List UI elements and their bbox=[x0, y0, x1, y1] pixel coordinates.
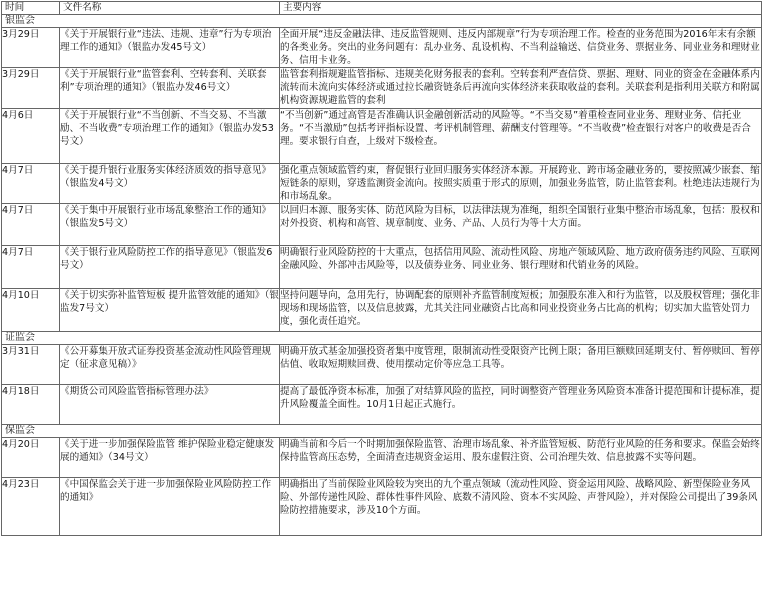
table-row bbox=[2, 438, 762, 478]
row-date: 4月6日 bbox=[2, 109, 60, 164]
table-row bbox=[2, 28, 762, 68]
section-label: 保监会 bbox=[2, 425, 762, 438]
row-title: 《中国保监会关于进一步加强保险业风险防控工作的通知》 bbox=[60, 478, 280, 536]
row-date: 4月20日 bbox=[2, 438, 60, 478]
row-content: 监管套利指规避监管指标、违规美化财务报表的套利。空转套利严查信贷、票据、理财、同业的资金在金融体系内流转而未流向实体经济或通过拉长融资链条后再流向实体经济来获取收益的套利。关联套利是指利用关联方和附属机构资源规避监管的套利 bbox=[280, 68, 762, 109]
table-row bbox=[2, 109, 762, 164]
row-title: 《期货公司风险监管指标管理办法》 bbox=[60, 385, 280, 425]
row-content: 强化重点领域监管约束，督促银行业回归服务实体经济本源。开展跨业、跨市场金融业务的，要按照减少嵌套、缩短链条的原则，穿透监测资金流向。按照实质重于形式的原则，加强业务监管，防止监管套利。杜绝违法违规行为和市场乱象。 bbox=[280, 165, 760, 202]
header-title: 文件名称 bbox=[60, 2, 280, 15]
row-content: 以回归本源、服务实体、防范风险为目标，以法律法规为准绳，组织全国银行业集中整治市场乱象，包括：股权和对外投资、机构和高管、规章制度、业务、产品、人员行为等十大方面。 bbox=[280, 204, 762, 246]
header-content: 主要内容 bbox=[280, 2, 762, 15]
table-row bbox=[2, 68, 762, 109]
section-row-circ bbox=[2, 425, 762, 438]
row-title: 《公开募集开放式证券投资基金流动性风险管理规定（征求意见稿）》 bbox=[60, 345, 280, 385]
row-content: 明确开放式基金加强投资者集中度管理，限制流动性受限资产比例上限；备用巨额赎回延期支付、暂停赎回、暂停估值、收取短期赎回费、使用摆动定价等应急工具等。 bbox=[280, 345, 762, 385]
row-date: 3月31日 bbox=[2, 345, 60, 385]
row-content: “不当创新”通过高管是否准确认识金融创新活动的风险等。“不当交易”着重检查同业业务、理财业务、信托业务。“不当激励”包括考评指标设置、考评机制管理、薪酬支付管理等。“不当收费”检查银行对客户的收费是否合理。要求银行自查，上级对下级检查。 bbox=[280, 109, 762, 164]
row-content: 明确当前和今后一个时期加强保险监管、治理市场乱象、补齐监管短板、防范行业风险的任务和要求。保监会始终保持监管高压态势，全面清查违规资金运用、股东虚假注资、公司治理失效、信息披露不实等问题。 bbox=[280, 438, 762, 478]
table-row bbox=[2, 478, 762, 536]
header-date: 时间 bbox=[2, 2, 60, 15]
row-title: 《关于切实弥补监管短板 提升监管效能的通知》（银监发7号文） bbox=[60, 289, 280, 332]
row-content: 全面开展“违反金融法律、违反监管规则、违反内部规章”行为专项治理工作。检查的业务范围为2016年末有余额的各类业务。突出的业务问题有：乱办业务、乱设机构、不当利益输送、信贷业务、票据业务、同业业务和理财业务、信用卡业务。 bbox=[280, 29, 760, 66]
row-date: 4月7日 bbox=[2, 164, 60, 204]
section-row-cbrc bbox=[2, 15, 762, 28]
row-title: 《关于进一步加强保险监管 维护保险业稳定健康发展的通知》（34号文） bbox=[60, 438, 280, 478]
row-date: 4月18日 bbox=[2, 385, 60, 425]
section-label: 银监会 bbox=[2, 15, 762, 28]
row-date: 4月7日 bbox=[2, 204, 60, 246]
row-title: 《关于提升银行业服务实体经济质效的指导意见》（银监发4号文） bbox=[60, 164, 280, 204]
row-date: 3月29日 bbox=[2, 28, 60, 68]
row-title: 《关于开展银行业“违法、违规、违章”行为专项治理工作的通知》（银监办发45号文） bbox=[60, 28, 280, 68]
row-date: 4月23日 bbox=[2, 478, 60, 536]
row-content: 坚持问题导向，急用先行，协调配套的原则补齐监管制度短板；加强股东准入和行为监管，以及股权管理；强化非现场和现场监管，以及信息披露，尤其关注同业融资占比高和同业投资业务占比高的机构；切实加大监管处罚力度，强化责任追究。 bbox=[280, 289, 762, 332]
section-row-csrc bbox=[2, 332, 762, 345]
table-row bbox=[2, 345, 762, 385]
row-title: 《关于集中开展银行业市场乱象整治工作的通知》（银监发5号文） bbox=[60, 204, 280, 246]
row-date: 4月10日 bbox=[2, 289, 60, 332]
row-content: 明确指出了当前保险业风险较为突出的九个重点领域（流动性风险、资金运用风险、战略风险、新型保险业务风险、外部传递性风险、群体性事件风险、底数不清风险、资本不实风险、声誉风险），并对保险公司提出了39条风险防控措施要求，涉及10个方面。 bbox=[280, 478, 762, 536]
table-row bbox=[2, 289, 762, 332]
row-title: 《关于开展银行业“不当创新、不当交易、不当激励、不当收费”专项治理工作的通知》（银监办发53号文） bbox=[60, 109, 280, 164]
section-label: 证监会 bbox=[2, 332, 762, 345]
row-title: 《关于银行业风险防控工作的指导意见》（银监发6号文） bbox=[60, 246, 280, 289]
table-row bbox=[2, 164, 762, 204]
regulation-table bbox=[1, 1, 762, 536]
table-row bbox=[2, 385, 762, 425]
row-date: 4月7日 bbox=[2, 246, 60, 289]
table-row bbox=[2, 246, 762, 289]
table-header-row bbox=[2, 2, 762, 15]
row-date: 3月29日 bbox=[2, 68, 60, 109]
row-title: 《关于开展银行业“监管套利、空转套利、关联套利”专项治理的通知》（银监办发46号文） bbox=[60, 68, 280, 109]
table-row bbox=[2, 204, 762, 246]
row-content: 明确银行业风险防控的十大重点，包括信用风险、流动性风险、房地产领域风险、地方政府债务违约风险、互联网金融风险、外部冲击风险等，以及债券业务、同业业务、银行理财和代销业务的风险。 bbox=[280, 246, 762, 289]
row-content: 提高了最低净资本标准，加强了对结算风险的监控，同时调整资产管理业务风险资本准备计提范围和计提标准，提升风险覆盖全面性。10月1日起正式施行。 bbox=[280, 385, 762, 425]
